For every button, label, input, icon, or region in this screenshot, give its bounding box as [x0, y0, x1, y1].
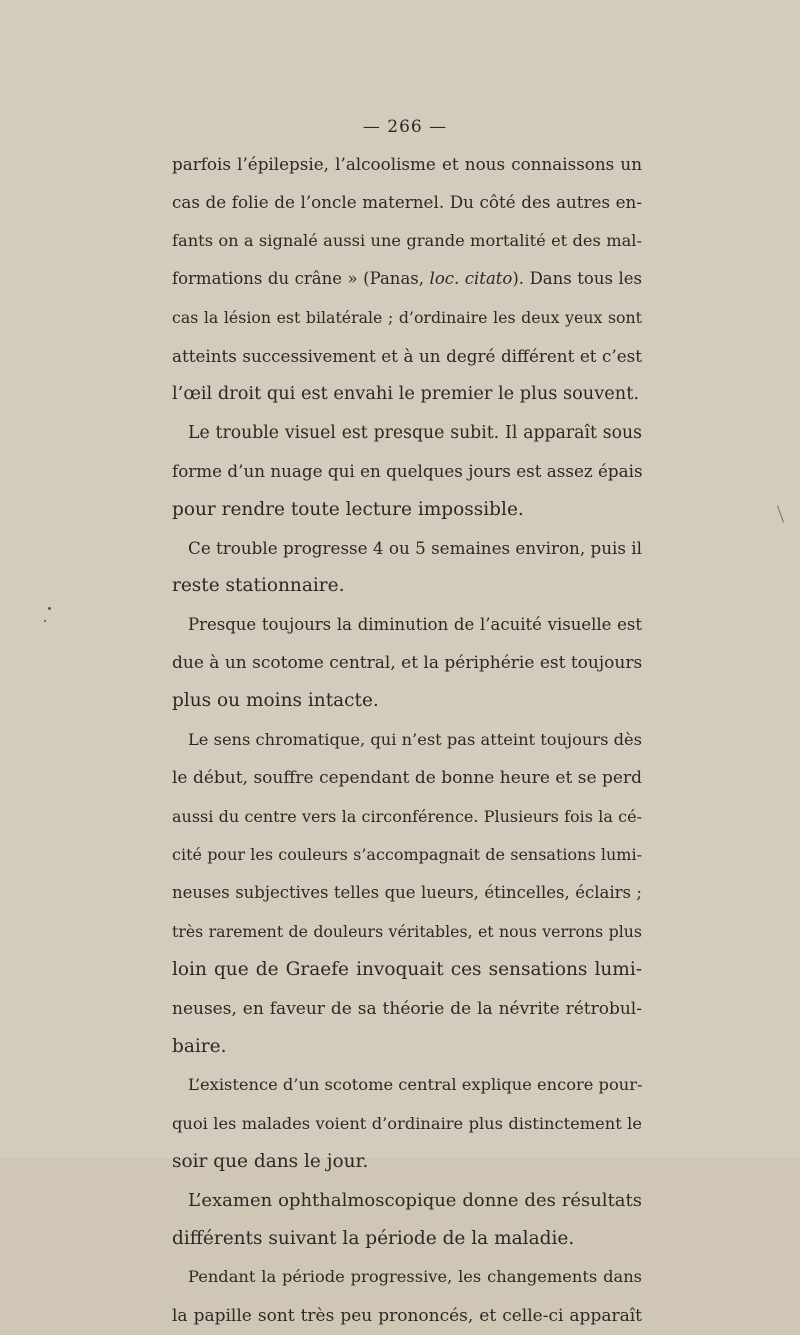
text-line: neuses, en faveur de sa théorie de la névrite rétrobul- [172, 998, 642, 1019]
text-line: Presque toujours la diminution de l’acuité visuelle est [188, 614, 642, 634]
text-line: baire. [172, 1035, 227, 1057]
text-line: cas la lésion est bilatérale ; d’ordinaire les deux yeux sont [172, 307, 642, 327]
text-line: Pendant la période progressive, les changements dans [188, 1267, 642, 1287]
margin-mark [777, 505, 784, 522]
text-line: pour rendre toute lecture impossible. [172, 498, 524, 520]
paper-speck [48, 607, 51, 610]
text-line: fants on a signalé aussi une grande mortalité et des mal- [172, 230, 642, 250]
text-line: loin que de Graefe invoquait ces sensations lumi- [172, 959, 642, 981]
body-text [172, 145, 642, 1335]
text-line: le début, souffre cependant de bonne heure et se perd [172, 768, 642, 789]
text-line: L’existence d’un scotome central explique encore pour- [188, 1075, 643, 1095]
text-line: Ce trouble progresse 4 ou 5 semaines environ, puis il [188, 537, 642, 558]
paper-speck [44, 620, 46, 622]
text-line: parfois l’épilepsie, l’alcoolisme et nous connaissons un [172, 154, 642, 174]
text-line: due à un scotome central, et la périphérie est toujours [172, 653, 643, 674]
text-line: formations du crâne » (Panas, loc. citato). Dans tous les [172, 269, 642, 289]
text-line: reste stationnaire. [172, 575, 345, 597]
citation-italic: loc. citato [429, 269, 513, 289]
text-line: cité pour les couleurs s’accompagnait de sensations lumi- [172, 845, 642, 865]
text-line: Le sens chromatique, qui n’est pas atteint toujours dès [188, 729, 642, 749]
text-line: forme d’un nuage qui en quelques jours est assez épais [172, 461, 643, 482]
text-line: l’œil droit qui est envahi le premier le plus souvent. [172, 384, 639, 405]
text-line: neuses subjectives telles que lueurs, étincelles, éclairs ; [172, 883, 642, 903]
text-line: différents suivant la période de la maladie. [172, 1227, 575, 1249]
text-line: Le trouble visuel est presque subit. Il apparaît sous [188, 422, 642, 443]
text-line: très rarement de douleurs véritables, et nous verrons plus [172, 921, 642, 941]
text-line: plus ou moins intacte. [172, 690, 379, 712]
text-line: atteints successivement et à un degré différent et c’est [172, 345, 642, 366]
text-line: L’examen ophthalmoscopique donne des résultats [188, 1189, 642, 1211]
text-line: aussi du centre vers la circonférence. Plusieurs fois la cé- [172, 806, 642, 826]
page-number: — 266 — [362, 117, 448, 137]
text-line: cas de folie de l’oncle maternel. Du côté des autres en- [172, 192, 642, 213]
text-line: quoi les malades voient d’ordinaire plus distinctement le [172, 1113, 642, 1133]
text-line: la papille sont très peu prononcés, et celle-ci apparaît [172, 1305, 642, 1326]
text-line: soir que dans le jour. [172, 1151, 369, 1173]
